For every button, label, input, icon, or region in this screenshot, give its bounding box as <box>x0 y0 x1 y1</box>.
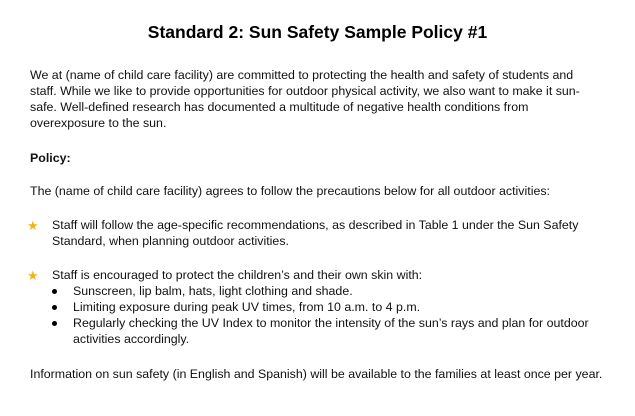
bullet-item-3-line-1: Regularly checking the UV Index to monitor the intensity of the sun’s rays and plan for outdoor <box>73 316 589 330</box>
intro-line-4: overexposure to the sun. <box>30 116 167 130</box>
star-item-2-line-1: Staff is encouraged to protect the children’s and their own skin with: <box>52 268 423 282</box>
agreement-text: The (name of child care facility) agrees to follow the precautions below for all outdoor activities: <box>30 184 550 198</box>
star-icon: ★ <box>27 268 39 283</box>
closing-text: Information on sun safety (in English and Spanish) will be available to the families at least once per year. <box>30 367 603 381</box>
star-icon: ★ <box>27 218 39 233</box>
bullet-dot-icon <box>52 289 57 294</box>
bullet-dot-icon <box>52 321 57 326</box>
bullet-item-3-line-2: activities accordingly. <box>73 332 190 346</box>
intro-line-1: We at (name of child care facility) are committed to protecting the health and safety of students and <box>30 68 574 82</box>
bullet-dot-icon <box>52 305 57 310</box>
intro-line-3: safe. Well-defined research has documented a multitude of negative health conditions from <box>30 100 529 114</box>
star-item-1-line-2: Standard, when planning outdoor activities. <box>52 234 289 248</box>
bullet-item-1: Sunscreen, lip balm, hats, light clothing and shade. <box>73 284 353 298</box>
policy-heading: Policy: <box>30 151 71 165</box>
intro-line-2: staff. While we like to provide opportunities for outdoor physical activity, we also want to make it sun- <box>30 84 580 98</box>
star-item-1-line-1: Staff will follow the age-specific recommendations, as described in Table 1 under the Sun Safety <box>52 218 579 232</box>
bullet-item-2: Limiting exposure during peak UV times, from 10 a.m. to 4 p.m. <box>73 300 421 314</box>
document-title: Standard 2: Sun Safety Sample Policy #1 <box>147 22 488 42</box>
